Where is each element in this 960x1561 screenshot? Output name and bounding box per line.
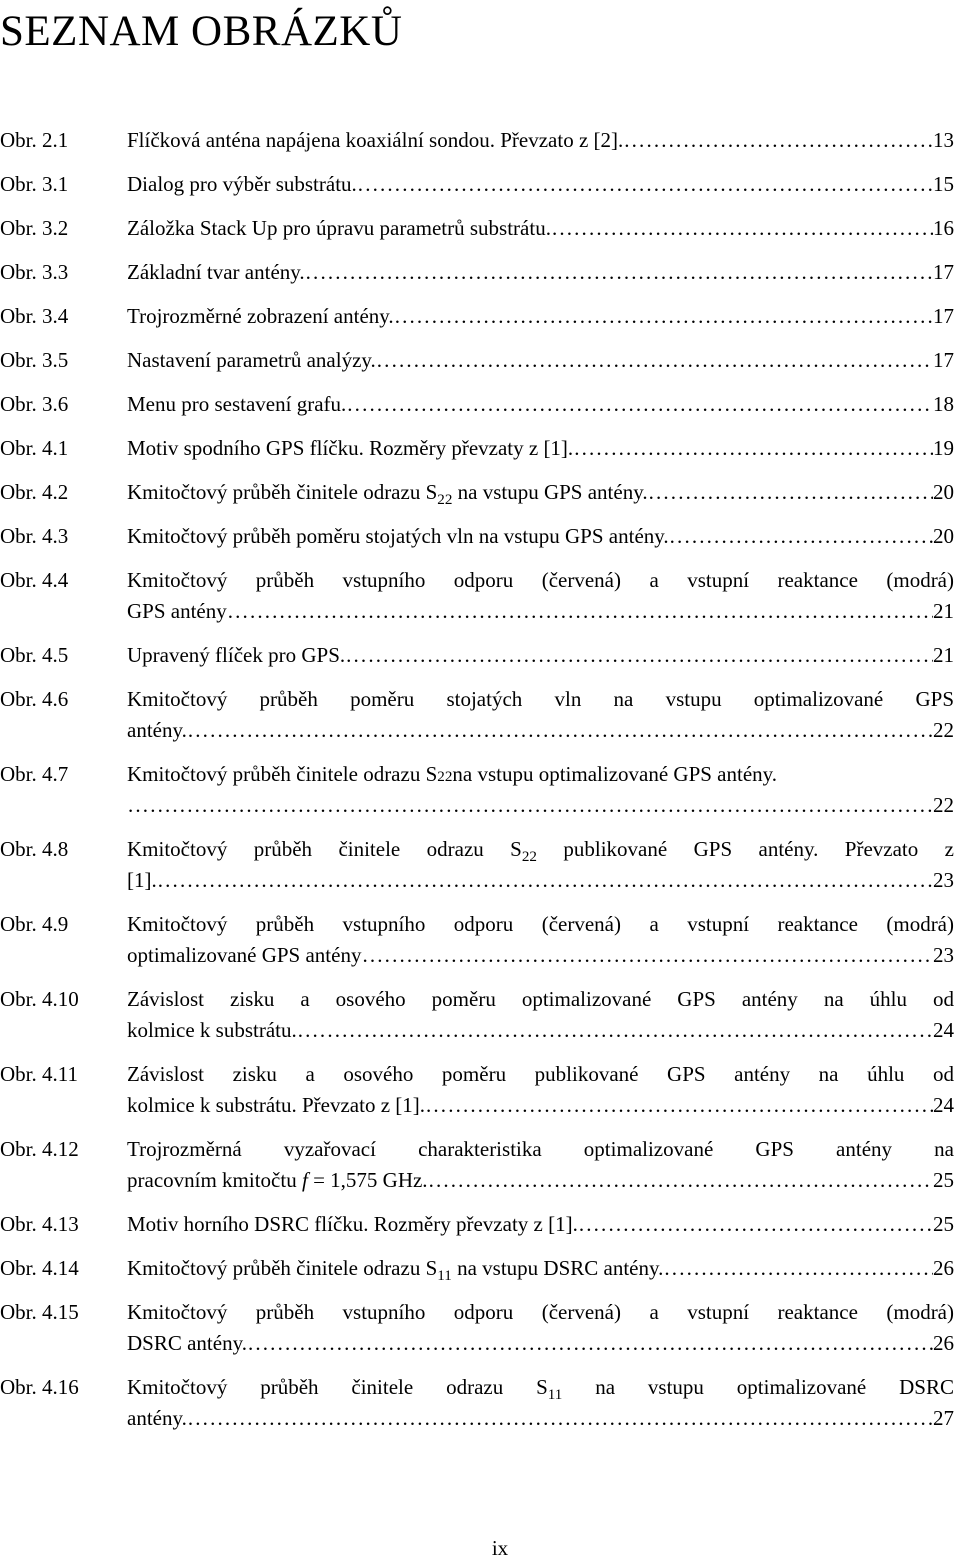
figure-list — [0, 125, 954, 1447]
subscript: 11 — [547, 1387, 563, 1404]
figure-number: Obr. 4.10 — [0, 987, 79, 1011]
toc-entry-fig-4-6[interactable] — [0, 684, 954, 746]
figure-caption: Kmitočtový průběh činitele odrazu $S_{22}$ na vstupu GPS antény. — [127, 480, 648, 509]
figure-caption-line1: Kmitočtový průběh poměru stojatých vln na vstupu optimalizované GPS — [127, 687, 954, 711]
figure-caption-line1: Kmitočtový průběh vstupního odporu (červená) a vstupní reaktance (modrá) — [127, 1300, 954, 1324]
figure-caption-line1: Kmitočtový průběh činitele odrazu $S_{22}$ publikované GPS antény. Převzato z — [127, 837, 954, 866]
figure-number: Obr. 4.1 — [0, 436, 69, 460]
toc-entry-fig-4-16[interactable] — [0, 1372, 954, 1434]
figure-number: Obr. 3.1 — [0, 172, 69, 196]
subscript: 22 — [521, 849, 537, 866]
figure-caption: Upravený flíček pro GPS. — [127, 643, 346, 667]
figure-caption: Nastavení parametrů analýzy. — [127, 348, 376, 372]
page-ref: 22 — [933, 718, 954, 742]
dot-leader — [429, 1165, 933, 1196]
toc-entry-fig-3-2[interactable] — [0, 213, 954, 244]
figure-caption: Základní tvar antény. — [127, 260, 305, 284]
toc-entry-fig-4-7[interactable] — [0, 759, 954, 821]
figure-number: Obr. 4.16 — [0, 1375, 79, 1399]
toc-entry-fig-4-2[interactable] — [0, 477, 954, 508]
figure-caption: Motiv spodního GPS flíčku. Rozměry převzaty z [1]. — [127, 436, 574, 460]
toc-entry-fig-4-11[interactable] — [0, 1059, 954, 1121]
toc-entry-fig-4-13[interactable] — [0, 1209, 954, 1240]
figure-number: Obr. 4.15 — [0, 1300, 79, 1324]
page-ref: 17 — [933, 304, 954, 328]
figure-number: Obr. 4.2 — [0, 480, 69, 504]
dot-leader — [649, 477, 933, 508]
figure-number: Obr. 4.8 — [0, 837, 69, 861]
figure-number: Obr. 4.13 — [0, 1212, 79, 1236]
dot-leader — [395, 301, 933, 332]
figure-caption: Menu pro sestavení grafu. — [127, 392, 347, 416]
page-ref: 25 — [933, 1168, 954, 1192]
dot-leader — [362, 940, 933, 971]
figure-number: Obr. 3.3 — [0, 260, 69, 284]
dot-leader — [228, 596, 933, 627]
figure-caption-line1: Kmitočtový průběh vstupního odporu (červená) a vstupní reaktance (modrá) — [127, 568, 954, 592]
figure-number: Obr. 2.1 — [0, 128, 69, 152]
page-ref: 16 — [933, 216, 954, 240]
figure-caption-line2: pracovním kmitočtu f = 1,575 GHz. — [127, 1168, 428, 1192]
page-ref: 26 — [933, 1256, 954, 1280]
figure-number: Obr. 4.11 — [0, 1062, 78, 1086]
dot-leader — [377, 345, 933, 376]
toc-entry-fig-3-6[interactable] — [0, 389, 954, 420]
figure-number: Obr. 4.14 — [0, 1256, 79, 1280]
page-ref: 21 — [933, 599, 954, 623]
page-ref: 22 — [933, 793, 954, 817]
toc-entry-fig-3-3[interactable] — [0, 257, 954, 288]
dot-leader — [158, 865, 933, 896]
page-ref: 24 — [933, 1093, 954, 1117]
toc-entry-fig-4-14[interactable] — [0, 1253, 954, 1284]
subscript: 11 — [437, 1268, 452, 1285]
figure-caption: Záložka Stack Up pro úpravu parametrů substrátu. — [127, 216, 551, 240]
dot-leader — [579, 1209, 933, 1240]
toc-entry-fig-4-10[interactable] — [0, 984, 954, 1046]
page-ref: 18 — [933, 392, 954, 416]
figure-caption: Motiv horního DSRC flíčku. Rozměry převzaty z [1]. — [127, 1212, 578, 1236]
frequency-variable: f — [301, 1168, 308, 1192]
figure-number: Obr. 4.5 — [0, 643, 69, 667]
figure-caption-line1: Závislost zisku a osového poměru publikované GPS antény na úhlu od — [127, 1062, 954, 1086]
page-ref: 27 — [933, 1406, 954, 1430]
figure-caption-line1: Kmitočtový průběh činitele odrazu S 22 na vstupu optimalizované GPS antény. — [127, 762, 778, 786]
dot-leader — [306, 257, 933, 288]
figure-number: Obr. 4.12 — [0, 1137, 79, 1161]
dot-leader — [574, 433, 933, 464]
dot-leader — [358, 169, 933, 200]
page-ref: 21 — [933, 643, 954, 667]
dot-leader — [188, 1403, 933, 1434]
dot-leader — [664, 1253, 933, 1284]
toc-entry-fig-2-1[interactable] — [0, 125, 954, 156]
dot-leader — [426, 1090, 933, 1121]
figure-caption: Flíčková anténa napájena koaxiální sondou. Převzato z [2]. — [127, 128, 624, 152]
figure-caption-line1: Trojrozměrná vyzařovací charakteristika optimalizované GPS antény na — [127, 1137, 954, 1161]
page-ref: 17 — [933, 260, 954, 284]
page-ref: 13 — [933, 128, 954, 152]
figure-number: Obr. 4.7 — [0, 762, 69, 786]
dot-leader — [298, 1015, 933, 1046]
toc-entry-fig-4-1[interactable] — [0, 433, 954, 464]
figure-caption-line2: optimalizované GPS antény — [127, 943, 362, 967]
subscript: 22 — [437, 492, 453, 509]
figure-caption-line2: GPS antény — [127, 599, 227, 623]
figure-caption-line2: DSRC antény. — [127, 1331, 247, 1355]
figure-caption-line1: Závislost zisku a osového poměru optimalizované GPS antény na úhlu od — [127, 987, 954, 1011]
figure-number: Obr. 4.4 — [0, 568, 69, 592]
dot-leader — [128, 790, 933, 821]
figure-caption-line2: kolmice k substrátu. — [127, 1018, 297, 1042]
toc-entry-fig-4-4[interactable] — [0, 565, 954, 627]
dot-leader — [552, 213, 933, 244]
figure-caption-line2: antény. — [127, 718, 187, 742]
dot-leader — [624, 125, 933, 156]
dot-leader — [347, 389, 933, 420]
page-ref: 19 — [933, 436, 954, 460]
toc-entry-fig-3-5[interactable] — [0, 345, 954, 376]
page-ref: 17 — [933, 348, 954, 372]
page-ref: 23 — [933, 943, 954, 967]
page-ref: 15 — [933, 172, 954, 196]
figure-number: Obr. 4.6 — [0, 687, 69, 711]
page-title: SEZNAM OBRÁZKŮ — [0, 8, 403, 55]
page-ref: 26 — [933, 1331, 954, 1355]
dot-leader — [670, 521, 933, 552]
figure-caption: Kmitočtový průběh činitele odrazu $S_{11}$ na vstupu DSRC antény. — [127, 1256, 664, 1285]
figure-caption-line1: Kmitočtový průběh vstupního odporu (červená) a vstupní reaktance (modrá) — [127, 912, 954, 936]
toc-entry-fig-4-8[interactable] — [0, 834, 954, 896]
toc-entry-fig-4-3[interactable] — [0, 521, 954, 552]
dot-leader — [346, 640, 933, 671]
page-number: ix — [491, 1536, 509, 1560]
figure-caption-line1: Kmitočtový průběh činitele odrazu $S_{11}$ na vstupu optimalizované DSRC — [127, 1375, 954, 1404]
page-ref: 25 — [933, 1212, 954, 1236]
figure-caption-line2: [1]. — [127, 868, 157, 892]
page-ref: 20 — [933, 480, 954, 504]
figure-caption-line2: antény. — [127, 1406, 187, 1430]
figure-caption: Trojrozměrné zobrazení antény. — [127, 304, 394, 328]
toc-entry-fig-4-12[interactable] — [0, 1134, 954, 1196]
figure-number: Obr. 4.3 — [0, 524, 69, 548]
figure-number: Obr. 3.4 — [0, 304, 69, 328]
page-ref: 20 — [933, 524, 954, 548]
toc-entry-fig-4-9[interactable] — [0, 909, 954, 971]
dot-leader — [248, 1328, 933, 1359]
toc-entry-fig-3-1[interactable] — [0, 169, 954, 200]
toc-entry-fig-4-15[interactable] — [0, 1297, 954, 1359]
toc-entry-fig-3-4[interactable] — [0, 301, 954, 332]
dot-leader — [188, 715, 933, 746]
figure-number: Obr. 4.9 — [0, 912, 69, 936]
figure-caption-line2: kolmice k substrátu. Převzato z [1]. — [127, 1093, 425, 1117]
page-ref: 24 — [933, 1018, 954, 1042]
figure-number: Obr. 3.5 — [0, 348, 69, 372]
figure-caption: Dialog pro výběr substrátu. — [127, 172, 357, 196]
figure-number: Obr. 3.2 — [0, 216, 69, 240]
page-ref: 23 — [933, 868, 954, 892]
figure-number: Obr. 3.6 — [0, 392, 69, 416]
toc-entry-fig-4-5[interactable] — [0, 640, 954, 671]
figure-caption: Kmitočtový průběh poměru stojatých vln na vstupu GPS antény. — [127, 524, 669, 548]
